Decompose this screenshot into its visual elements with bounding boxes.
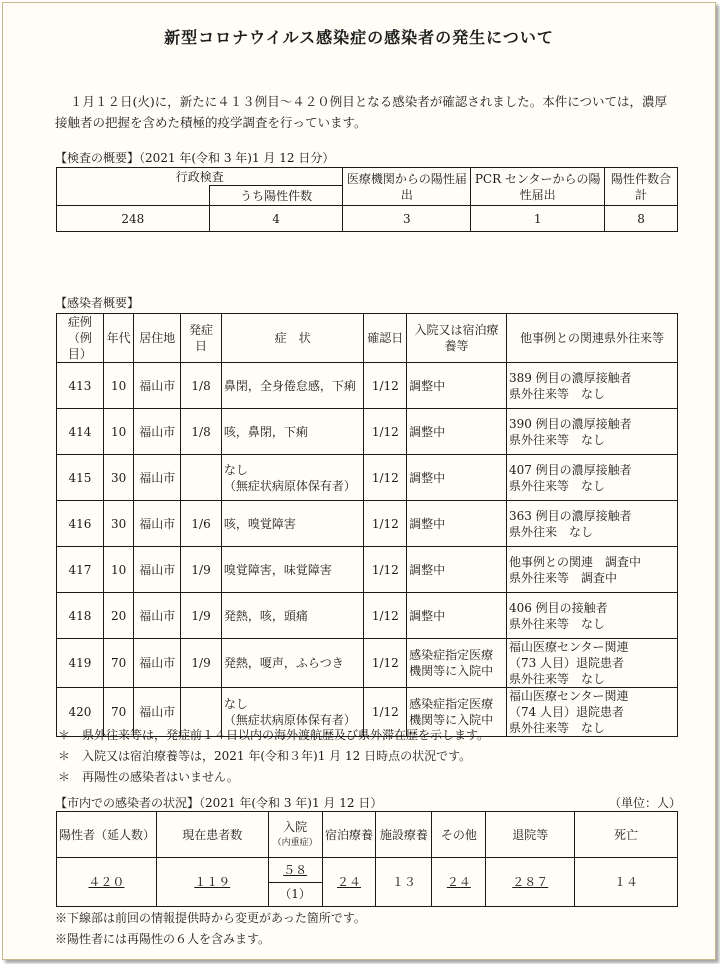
cell-onset: 1/8 bbox=[181, 363, 222, 409]
cases-table bbox=[56, 313, 678, 737]
status-value-facility: １３ bbox=[376, 858, 432, 907]
cell-age: 20 bbox=[103, 593, 134, 639]
value-medical-report: 3 bbox=[343, 206, 471, 232]
header-total bbox=[605, 168, 696, 206]
status-value-discharged bbox=[486, 858, 575, 907]
cell-hospital: 調整中 bbox=[407, 501, 507, 547]
unit-label: （単位：人） bbox=[609, 796, 682, 810]
cell-symptoms: 鼻閉，全身倦怠感，下痢 bbox=[221, 363, 364, 409]
note-1: ＊ 県外往来等は，発症前１４日以内の海外渡航歴及び県外滞在歴を示します。 bbox=[58, 728, 490, 742]
cell-confirmed: 1/12 bbox=[364, 593, 407, 639]
cell-onset: 1/9 bbox=[181, 593, 222, 639]
note-3: ＊ 再陽性の感染者はいません。 bbox=[58, 770, 239, 784]
col-header-age: 年代 bbox=[103, 314, 134, 363]
cell-age: 70 bbox=[103, 688, 134, 737]
inspection-heading: 【検査の概要】（2021 年(令和 3 年)1 月 12 日分） bbox=[55, 151, 335, 165]
status-value-lodging bbox=[322, 858, 376, 907]
cell-confirmed: 1/12 bbox=[364, 639, 407, 688]
status-header-lodging: 宿泊療養 bbox=[322, 812, 376, 858]
cell-relation: 363 例目の濃厚接触者 県外往来 なし bbox=[506, 501, 677, 547]
cell-hospital: 感染症指定医療機関等に入院中 bbox=[407, 688, 507, 737]
cell-id: 418 bbox=[57, 593, 104, 639]
status-value-other bbox=[432, 858, 486, 907]
cell-symptoms: 発熱，咳，頭痛 bbox=[221, 593, 364, 639]
status-header-positive: 陽性者（延人数） bbox=[57, 812, 157, 858]
header-admin-test: 行政検査 bbox=[57, 168, 343, 186]
cell-residence: 福山市 bbox=[134, 593, 181, 639]
header-admin-blank bbox=[57, 186, 210, 206]
cell-confirmed: 1/12 bbox=[364, 688, 407, 737]
cell-relation: 406 例目の接触者 県外往来等 なし bbox=[506, 593, 677, 639]
cell-age: 10 bbox=[103, 547, 134, 593]
page-title: 新型コロナウイルス感染症の感染者の発生について bbox=[164, 28, 554, 47]
cell-symptoms: なし （無症状病原体保有者） bbox=[221, 688, 364, 737]
cell-residence: 福山市 bbox=[134, 501, 181, 547]
cell-onset: 1/9 bbox=[181, 547, 222, 593]
cell-age: 70 bbox=[103, 639, 134, 688]
table-row bbox=[57, 639, 678, 688]
status-header-discharged: 退院等 bbox=[486, 812, 575, 858]
status-value-lodging-text: ２４ bbox=[337, 875, 362, 889]
cell-hospital: 調整中 bbox=[407, 593, 507, 639]
status-value-discharged-text: ２８７ bbox=[512, 875, 549, 889]
cell-hospital: 調整中 bbox=[407, 363, 507, 409]
cell-hospital: 感染症指定医療機関等に入院中 bbox=[407, 639, 507, 688]
status-header-hospitalized bbox=[268, 812, 322, 858]
cell-age: 10 bbox=[103, 363, 134, 409]
status-header-facility: 施設療養 bbox=[376, 812, 432, 858]
table-row bbox=[57, 593, 678, 639]
cell-id: 413 bbox=[57, 363, 104, 409]
cell-residence: 福山市 bbox=[134, 363, 181, 409]
cell-age: 30 bbox=[103, 501, 134, 547]
col-header-id: 症例（例目） bbox=[57, 314, 104, 363]
table-row bbox=[57, 501, 678, 547]
cell-id: 420 bbox=[57, 688, 104, 737]
note-2: ＊ 入院又は宿泊療養等は，2021 年(令和３年)1 月 12 日時点の状況です。 bbox=[58, 749, 472, 763]
status-value-hosp-text: ５８ bbox=[283, 863, 308, 877]
status-value-current bbox=[156, 858, 268, 907]
status-value-severe: （1） bbox=[279, 887, 311, 901]
cell-residence: 福山市 bbox=[134, 688, 181, 737]
value-total: 8 bbox=[605, 206, 678, 232]
footnote-2: ※陽性者には再陽性の６人を含みます。 bbox=[55, 932, 271, 946]
col-header-confirmed: 確認日 bbox=[364, 314, 407, 363]
cell-onset: 1/9 bbox=[181, 639, 222, 688]
cell-hospital: 調整中 bbox=[407, 409, 507, 455]
header-medical-report bbox=[343, 168, 471, 206]
value-admin-test: 248 bbox=[57, 206, 210, 232]
inspection-table bbox=[56, 167, 696, 232]
cases-heading: 【感染者概要】 bbox=[55, 296, 140, 310]
status-header-severe: （内重症） bbox=[272, 837, 318, 848]
cell-age: 10 bbox=[103, 409, 134, 455]
cell-relation: 407 例目の濃厚接触者 県外往来等 なし bbox=[506, 455, 677, 501]
table-row bbox=[57, 363, 678, 409]
cases-body bbox=[57, 363, 678, 737]
col-header-hospital: 入院又は宿泊療養等 bbox=[407, 314, 507, 363]
cell-onset: 1/6 bbox=[181, 501, 222, 547]
document-page bbox=[2, 2, 716, 960]
cell-symptoms: 発熱，嗄声，ふらつき bbox=[221, 639, 364, 688]
cell-id: 417 bbox=[57, 547, 104, 593]
cell-relation: 福山医療センター関連 （74 人目）退院患者 県外往来等 なし bbox=[506, 688, 677, 737]
cell-age: 30 bbox=[103, 455, 134, 501]
status-value-positive bbox=[57, 858, 157, 907]
cell-id: 419 bbox=[57, 639, 104, 688]
col-header-onset: 発症日 bbox=[181, 314, 222, 363]
cell-confirmed: 1/12 bbox=[364, 501, 407, 547]
cell-symptoms: 嗅覚障害，味覚障害 bbox=[221, 547, 364, 593]
cell-relation: 他事例との関連 調査中 県外往来等 調査中 bbox=[506, 547, 677, 593]
cell-symptoms: 咳，嗅覚障害 bbox=[221, 501, 364, 547]
status-header-other: その他 bbox=[432, 812, 486, 858]
cell-confirmed: 1/12 bbox=[364, 363, 407, 409]
col-header-relation: 他事例との関連県外往来等 bbox=[506, 314, 677, 363]
footnote-1: ※下線部は前回の情報提供時から変更があった箇所です。 bbox=[55, 911, 366, 925]
header-positive-count: うち陽性件数 bbox=[209, 186, 343, 206]
header-pcr-text: PCR センターからの陽性届出 bbox=[474, 171, 601, 202]
cell-symptoms: なし （無症状病原体保有者） bbox=[221, 455, 364, 501]
status-header-current: 現在患者数 bbox=[156, 812, 268, 858]
status-value-other-text: ２４ bbox=[446, 875, 471, 889]
cell-residence: 福山市 bbox=[134, 639, 181, 688]
cell-confirmed: 1/12 bbox=[364, 547, 407, 593]
status-value-death: １４ bbox=[575, 858, 678, 907]
cell-id: 414 bbox=[57, 409, 104, 455]
cell-hospital: 調整中 bbox=[407, 547, 507, 593]
cell-relation: 390 例目の濃厚接触者 県外往来等 なし bbox=[506, 409, 677, 455]
status-heading: 【市内での感染者の状況】（2021 年(令和 3 年)1 月 12 日） bbox=[55, 796, 383, 810]
value-positive-count: 4 bbox=[209, 206, 343, 232]
cell-confirmed: 1/12 bbox=[364, 409, 407, 455]
header-pcr-report bbox=[471, 168, 605, 206]
cell-onset: 1/8 bbox=[181, 409, 222, 455]
cell-residence: 福山市 bbox=[134, 409, 181, 455]
cell-residence: 福山市 bbox=[134, 455, 181, 501]
col-header-residence: 居住地 bbox=[134, 314, 181, 363]
cell-residence: 福山市 bbox=[134, 547, 181, 593]
table-row bbox=[57, 409, 678, 455]
status-value-hospitalized bbox=[268, 858, 322, 907]
table-row bbox=[57, 455, 678, 501]
status-value-hosp bbox=[269, 858, 322, 883]
cell-onset bbox=[181, 455, 222, 501]
intro-paragraph: １月１２日(火)に，新たに４１３例目～４２０例目となる感染者が確認されました。本件については，濃厚接触者の把握を含めた積極的疫学調査を行っています。 bbox=[55, 94, 668, 130]
header-total-text: 陽性件数合 計 bbox=[611, 171, 696, 202]
cell-relation: 389 例目の濃厚接触者 県外往来等 なし bbox=[506, 363, 677, 409]
cell-symptoms: 咳，鼻閉，下痢 bbox=[221, 409, 364, 455]
cell-confirmed: 1/12 bbox=[364, 455, 407, 501]
status-value-current-text: １１９ bbox=[194, 875, 231, 889]
cell-id: 416 bbox=[57, 501, 104, 547]
status-value-positive-text: ４２０ bbox=[88, 875, 125, 889]
table-row bbox=[57, 547, 678, 593]
cell-hospital: 調整中 bbox=[407, 455, 507, 501]
status-table bbox=[56, 811, 678, 907]
status-header-death: 死亡 bbox=[575, 812, 678, 858]
cell-relation: 福山医療センター関連 （73 人目）退院患者 県外往来等 なし bbox=[506, 639, 677, 688]
cell-id: 415 bbox=[57, 455, 104, 501]
status-header-hosp-text: 入院 bbox=[283, 819, 308, 834]
col-header-symptoms: 症 状 bbox=[221, 314, 364, 363]
value-pcr-report: 1 bbox=[471, 206, 605, 232]
header-medical-text: 医療機関からの陽性届出 bbox=[346, 171, 467, 202]
